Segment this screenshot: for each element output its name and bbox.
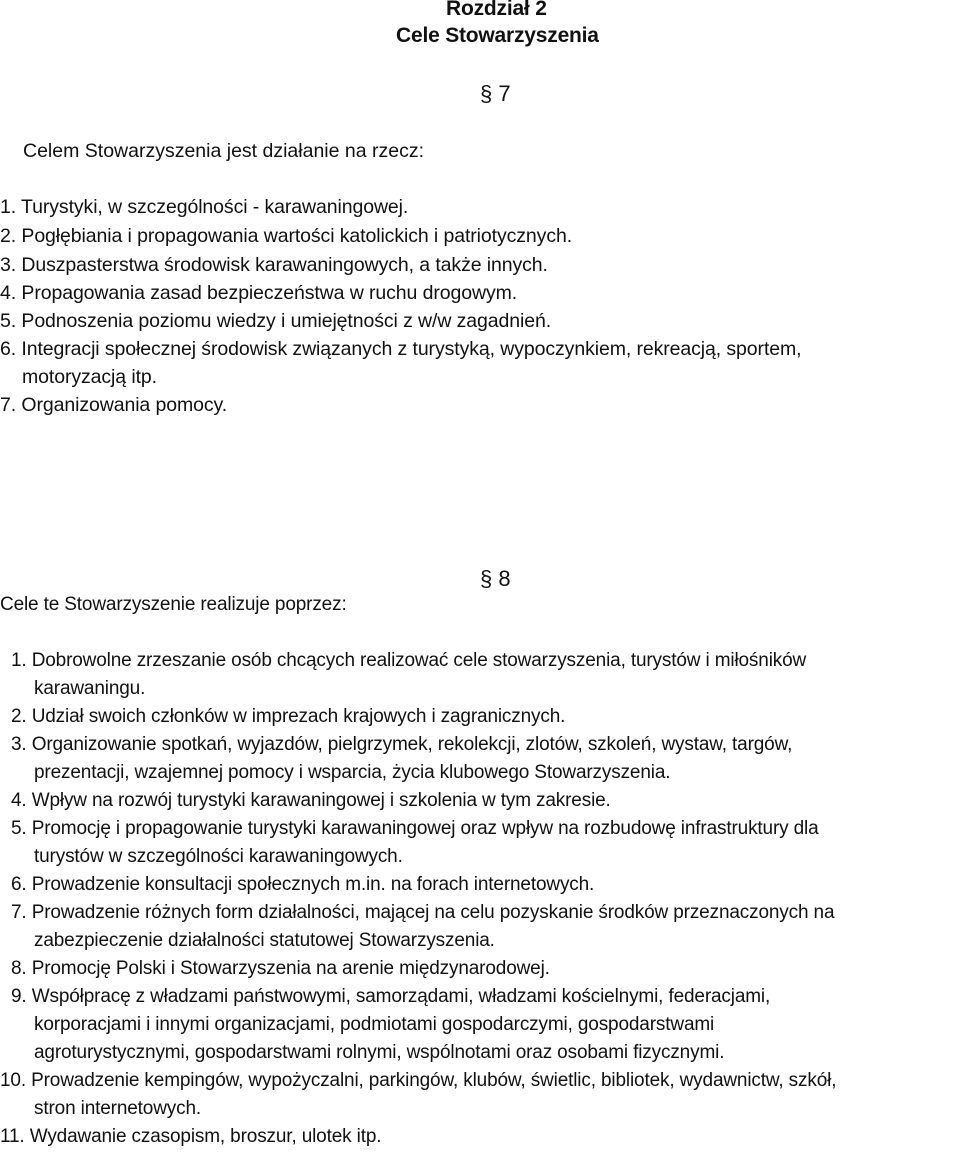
list-item [11, 818, 819, 840]
item-text: Promocję Polski i Stowarzyszenia na arenie międzynarodowej. [31, 958, 550, 979]
item-number: 5. [11, 818, 27, 839]
item-text: Prowadzenie konsultacji społecznych m.in. na forach internetowych. [31, 874, 595, 895]
item-text: Podnoszenia poziomu wiedzy i umiejętności z w/w zagadnień. [21, 310, 552, 332]
item-number: 3. [11, 734, 27, 755]
item-text: Współpracę z władzami państwowymi, samorządami, władzami kościelnymi, federacjami, [31, 986, 771, 1007]
list-item-continuation: zabezpieczenie działalności statutowej Stowarzyszenia. [34, 930, 495, 951]
list-item [0, 1070, 836, 1092]
list-item [0, 310, 551, 333]
item-text: Prowadzenie kempingów, wypożyczalni, parkingów, klubów, świetlic, bibliotek, wydawnictw, szkół, [31, 1070, 837, 1091]
item-text: Udział swoich członków w imprezach krajowych i zagranicznych. [31, 706, 566, 727]
item-number: 1. [0, 196, 17, 218]
item-number: 5. [0, 310, 17, 332]
list-item [11, 790, 611, 812]
chapter-title: Cele Stowarzyszenia [396, 24, 599, 47]
item-number: 3. [0, 254, 17, 276]
item-text: Pogłębiania i propagowania wartości katolickich i patriotycznych. [21, 225, 573, 247]
list-item-continuation: agroturystycznymi, gospodarstwami rolnymi, wspólnotami oraz osobami fizycznymi. [34, 1042, 725, 1063]
list-item [0, 394, 227, 417]
item-number: 1. [11, 650, 27, 671]
item-number: 7. [0, 394, 17, 416]
list-item-continuation: korporacjami i innymi organizacjami, podmiotami gospodarczymi, gospodarstwami [34, 1014, 715, 1035]
item-number: 7. [11, 902, 27, 923]
list-item-continuation: prezentacji, wzajemnej pomocy i wsparcia, życia klubowego Stowarzyszenia. [34, 762, 671, 783]
list-item-continuation: stron internetowych. [34, 1098, 202, 1119]
section-8-intro: Cele te Stowarzyszenie realizuje poprzez: [0, 594, 347, 615]
list-item-continuation: turystów w szczególności karawaningowych. [34, 846, 403, 867]
item-text: Wpływ na rozwój turystyki karawaningowej i szkolenia w tym zakresie. [31, 790, 611, 811]
item-number: 4. [0, 282, 17, 304]
item-number: 6. [11, 874, 27, 895]
list-item [11, 902, 834, 924]
chapter-number: Rozdział 2 [446, 0, 547, 20]
list-item-continuation: karawaningu. [34, 678, 146, 699]
list-item [0, 254, 548, 277]
item-text: Propagowania zasad bezpieczeństwa w ruchu drogowym. [21, 282, 518, 304]
item-text: Prowadzenie różnych form działalności, mającej na celu pozyskanie środków przeznaczonych na [31, 902, 835, 923]
item-text: Organizowania pomocy. [21, 394, 228, 416]
list-item [0, 338, 801, 361]
item-text: Wydawanie czasopism, broszur, ulotek itp. [29, 1126, 382, 1147]
section-7-mark: § 7 [480, 81, 511, 106]
item-number: 2. [0, 225, 17, 247]
item-text: Organizowanie spotkań, wyjazdów, pielgrzymek, rekolekcji, zlotów, szkoleń, wystaw, targów, [31, 734, 793, 755]
item-number: 9. [11, 986, 27, 1007]
list-item [11, 958, 550, 980]
list-item [0, 196, 408, 219]
item-text: Duszpasterstwa środowisk karawaningowych, a także innych. [21, 254, 548, 276]
list-item [0, 225, 572, 248]
item-number: 10. [0, 1070, 26, 1091]
list-item [11, 874, 594, 896]
list-item [0, 282, 517, 305]
item-number: 2. [11, 706, 27, 727]
item-number: 11. [0, 1126, 25, 1147]
item-number: 6. [0, 338, 17, 360]
list-item [11, 706, 565, 728]
section-8-mark: § 8 [480, 566, 511, 591]
item-number: 4. [11, 790, 27, 811]
list-item [11, 650, 806, 672]
list-item [11, 734, 792, 756]
section-7-intro: Celem Stowarzyszenia jest działanie na rzecz: [23, 140, 425, 162]
list-item-continuation: motoryzacją itp. [22, 366, 157, 388]
item-text: Integracji społecznej środowisk związanych z turystyką, wypoczynkiem, rekreacją, sportem, [21, 338, 802, 360]
item-text: Turystyki, w szczególności - karawaningowej. [21, 196, 409, 218]
item-text: Promocję i propagowanie turystyki karawaningowej oraz wpływ na rozbudowę infrastruktury dla [31, 818, 819, 839]
item-text: Dobrowolne zrzeszanie osób chcących realizować cele stowarzyszenia, turystów i miłośników [31, 650, 807, 671]
list-item [11, 986, 770, 1008]
list-item [0, 1126, 381, 1148]
item-number: 8. [11, 958, 27, 979]
